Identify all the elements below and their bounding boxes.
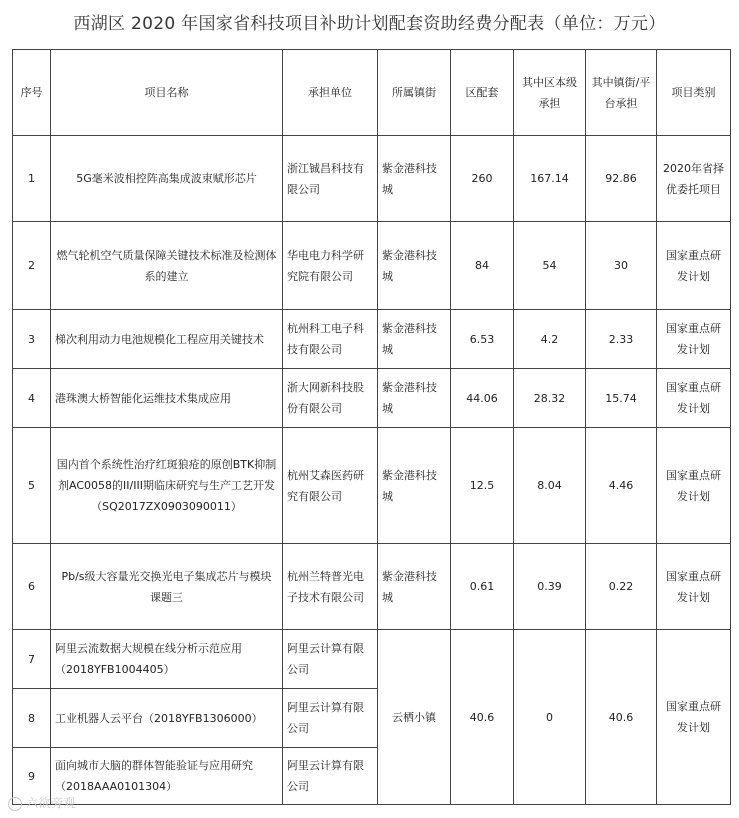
cell-seq: 8: [13, 689, 51, 748]
cell-seq: 4: [13, 369, 51, 428]
cell-town-level: 4.46: [586, 428, 657, 544]
watermark: [8, 794, 76, 811]
cell-district: 260: [451, 136, 514, 222]
cell-town-level: 0.22: [586, 544, 657, 630]
cell-unit: 阿里云计算有限公司: [283, 689, 378, 748]
cell-unit: 阿里云计算有限公司: [283, 630, 378, 689]
cell-name: 燃气轮机空气质量保障关键技术标准及检测体系的建立: [51, 222, 283, 310]
watermark-text: 六欲旁观: [26, 796, 77, 810]
cell-seq: 6: [13, 544, 51, 630]
watermark-icon: [8, 797, 22, 811]
cell-name: 港珠澳大桥智能化运维技术集成应用: [51, 369, 283, 428]
cell-town-level-merged: 40.6: [586, 630, 657, 805]
cell-district-level-merged: 0: [514, 630, 586, 805]
header-category: 项目类别: [657, 50, 731, 136]
cell-town-level: 92.86: [586, 136, 657, 222]
page-title: 西湖区 2020 年国家省科技项目补助计划配套资助经费分配表（单位：万元）: [73, 14, 666, 34]
cell-name: 国内首个系统性治疗红斑狼疮的原创BTK抑制剂AC0058的II/III期临床研究与生产工艺开发（SQ2017ZX0903090011）: [51, 428, 283, 544]
header-district: 区配套: [451, 50, 514, 136]
cell-unit: 华电电力科学研究院有限公司: [283, 222, 378, 310]
cell-district-level: 54: [514, 222, 586, 310]
cell-town-level: 15.74: [586, 369, 657, 428]
cell-seq: 7: [13, 630, 51, 689]
cell-unit: 杭州兰特普光电子技术有限公司: [283, 544, 378, 630]
header-name: 项目名称: [51, 50, 283, 136]
table-row: [13, 222, 731, 310]
cell-seq: 2: [13, 222, 51, 310]
cell-category: 国家重点研发计划: [657, 222, 731, 310]
cell-unit: 杭州科工电子科技有限公司: [283, 310, 378, 369]
cell-seq: 3: [13, 310, 51, 369]
header-unit: 承担单位: [283, 50, 378, 136]
cell-name: 梯次利用动力电池规模化工程应用关键技术: [51, 310, 283, 369]
header-town-level: 其中镇街/平台承担: [586, 50, 657, 136]
cell-district-level: 167.14: [514, 136, 586, 222]
table-row: [13, 369, 731, 428]
cell-district-level: 8.04: [514, 428, 586, 544]
cell-district: 44.06: [451, 369, 514, 428]
table-row: [13, 136, 731, 222]
funding-table: [12, 49, 731, 805]
cell-town-merged: 云栖小镇: [378, 630, 451, 805]
cell-district-level: 4.2: [514, 310, 586, 369]
cell-town-level: 30: [586, 222, 657, 310]
cell-unit: 杭州艾森医药研究有限公司: [283, 428, 378, 544]
cell-town-level: 2.33: [586, 310, 657, 369]
cell-unit: 浙大网新科技股份有限公司: [283, 369, 378, 428]
cell-district: 84: [451, 222, 514, 310]
cell-district: 12.5: [451, 428, 514, 544]
table-row: [13, 428, 731, 544]
cell-unit: 浙江铖昌科技有限公司: [283, 136, 378, 222]
cell-town: 紫金港科技城: [378, 369, 451, 428]
header-seq: 序号: [13, 50, 51, 136]
cell-category: 国家重点研发计划: [657, 428, 731, 544]
cell-seq: 9: [13, 748, 51, 805]
cell-town: 紫金港科技城: [378, 310, 451, 369]
cell-name: 面向城市大脑的群体智能验证与应用研究（2018AAA0101304）: [51, 748, 283, 805]
cell-category: 国家重点研发计划: [657, 310, 731, 369]
cell-district: 6.53: [451, 310, 514, 369]
header-row: [13, 50, 731, 136]
cell-town: 紫金港科技城: [378, 544, 451, 630]
cell-town: 紫金港科技城: [378, 428, 451, 544]
table-row: [13, 544, 731, 630]
table-row: [13, 630, 731, 689]
cell-seq: 1: [13, 136, 51, 222]
cell-name: 5G毫米波相控阵高集成波束赋形芯片: [51, 136, 283, 222]
cell-district-level: 0.39: [514, 544, 586, 630]
header-district-level: 其中区本级承担: [514, 50, 586, 136]
cell-district: 0.61: [451, 544, 514, 630]
cell-town: 紫金港科技城: [378, 136, 451, 222]
cell-town: 紫金港科技城: [378, 222, 451, 310]
cell-category: 国家重点研发计划: [657, 369, 731, 428]
table-row: [13, 310, 731, 369]
cell-name: Pb/s级大容量光交换光电子集成芯片与模块 课题三: [51, 544, 283, 630]
cell-district-merged: 40.6: [451, 630, 514, 805]
cell-seq: 5: [13, 428, 51, 544]
cell-category: 2020年省择优委托项目: [657, 136, 731, 222]
header-town: 所属镇街: [378, 50, 451, 136]
cell-name: 阿里云流数据大规模在线分析示范应用（2018YFB1004405）: [51, 630, 283, 689]
cell-unit: 阿里云计算有限公司: [283, 748, 378, 805]
cell-name: 工业机器人云平台（2018YFB1306000）: [51, 689, 283, 748]
cell-category-merged: 国家重点研发计划: [657, 630, 731, 805]
cell-district-level: 28.32: [514, 369, 586, 428]
cell-category: 国家重点研发计划: [657, 544, 731, 630]
